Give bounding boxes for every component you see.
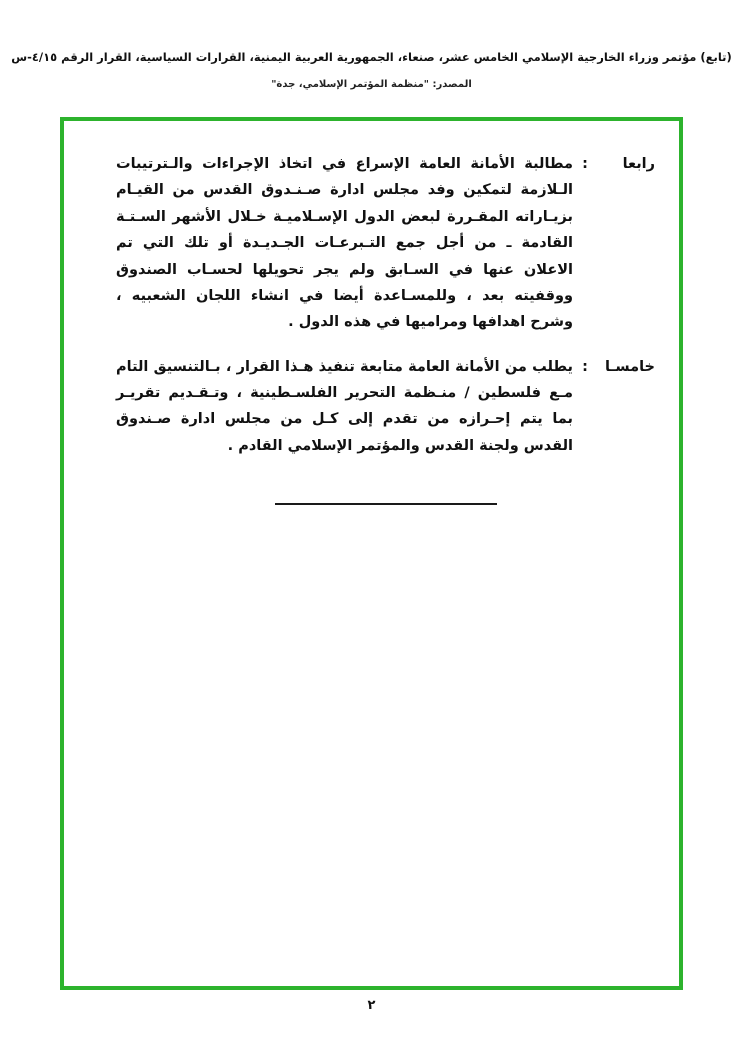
clause-fourth xyxy=(116,151,655,336)
clause-text: يطلب من الأمانة العامة متابعة تنفيذ هـذا القرار ، بـالتنسيق التام مـع فلسطين / منـظمة التحرير الفلسـطينية ، وتـقـديم تقريـر بما يتم إحـرازه من تقدم إلى كـل من مجلس ادارة صـندوق القدس ولجنة القدس والمؤتمر الإسلامي القادم . xyxy=(116,358,573,454)
document-body xyxy=(64,121,679,505)
clause-separator: : xyxy=(582,156,588,172)
source-line: المصدر: "منظمة المؤتمر الإسلامي، جدة" xyxy=(271,79,472,90)
clause-text: مطالبة الأمانة العامة الإسراع في اتخاذ الإجراءات والـترتيبات الـلازمة لتمكين وفد مجلس ادارة صـنـدوق القدس من القيـام بزيـاراته المقـررة لبعض الدول الإسـلاميـة خـلال الأشهر السـتـة القادمة ـ من أجل جمع التـبرعـات الجـديـدة أو تلك التي تم الاعلان عنها في السـابق ولم يجر تحويلها لحسـاب الصندوق ووقفيته بعد ، وللمسـاعدة أيضا في انشاء اللجان الشعبيه ، وشرح اهدافها ومراميها في هذه الدول . xyxy=(116,156,573,331)
document-header: (تابع) مؤتمر وزراء الخارجية الإسلامي الخامس عشر، صنعاء، الجمهورية العربية اليمنية، القرارات السياسية، القرار الرقم ٤/١٥-س xyxy=(11,50,732,64)
content-frame xyxy=(60,117,683,990)
clause-separator: : xyxy=(582,358,588,375)
page-number: ٢ xyxy=(367,998,376,1013)
clause-label: خامسـا xyxy=(604,358,655,375)
clause-label: رابعا xyxy=(622,156,655,172)
horizontal-divider xyxy=(275,503,497,505)
clause-fifth xyxy=(116,354,655,460)
